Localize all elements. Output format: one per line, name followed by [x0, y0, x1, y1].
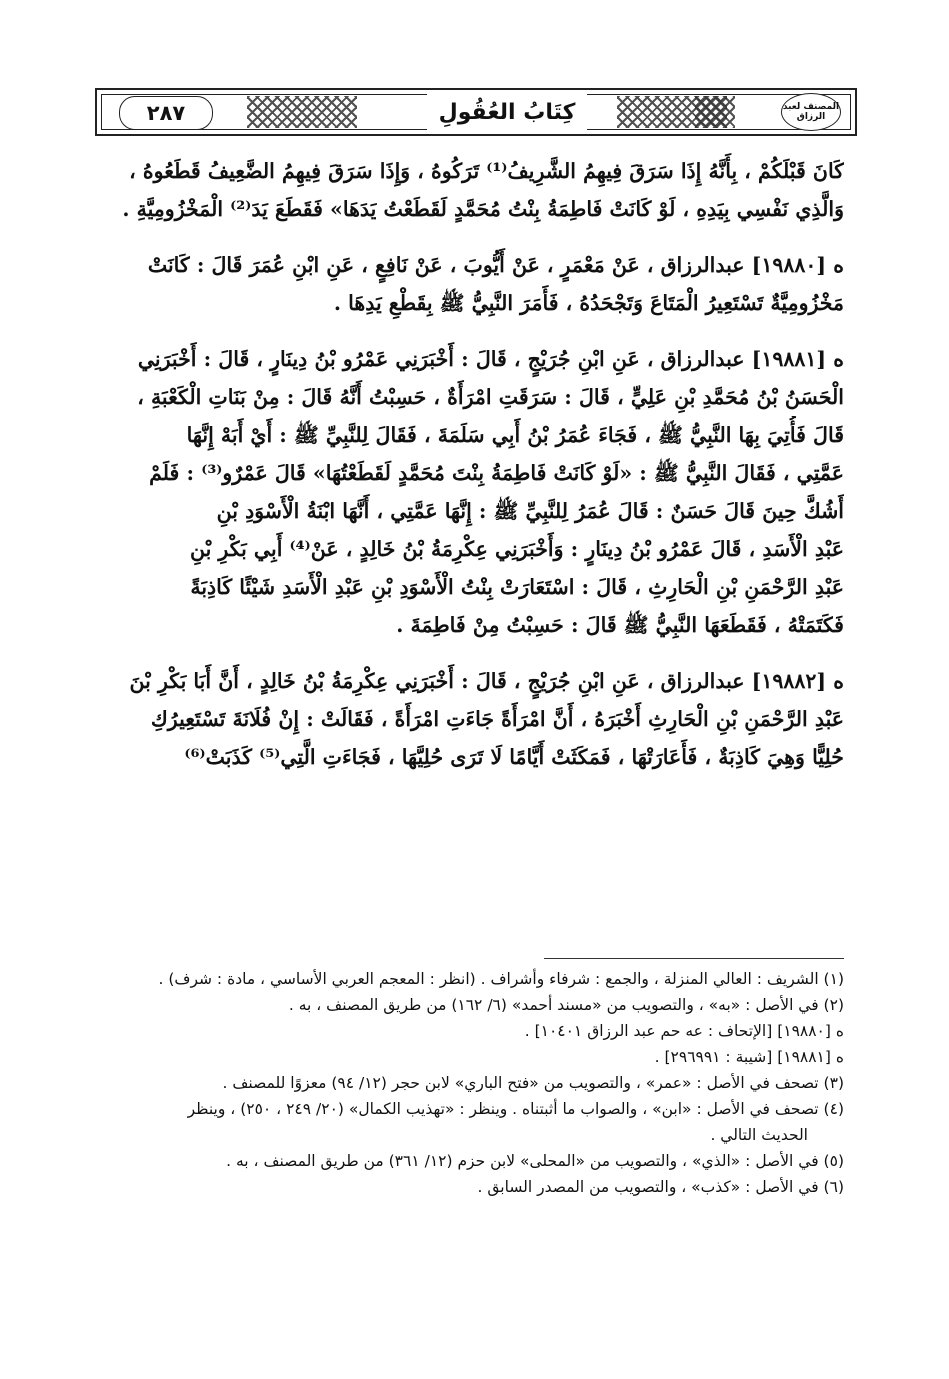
ornament-left-icon: [247, 96, 357, 128]
chapter-title: كِتَابُ العُقُولِ: [438, 99, 576, 125]
footnote: (٢) في الأصل : «به» ، والتصويب من «مسند أحمد» (٦/ ١٦٢) من طريق المصنف ، به .: [288, 996, 844, 1014]
footnote: (٦) في الأصل : «كذب» ، والتصويب من المصدر السابق .: [477, 1178, 844, 1196]
page-number-badge: [119, 96, 213, 130]
text-line: مَخْزُومِيَّةٌ تَسْتَعِيرُ الْمَتَاعَ وَتَجْحَدُهُ ، فَأَمَرَ النَّبِيُّ ﷺ بِقَطْعِ يَدِهَا .: [333, 291, 844, 315]
text-line: قَالَ فَأُتِيَ بِهَا النَّبِيُّ ﷺ ، فَجَاءَ عُمَرُ بْنُ أَبِي سَلَمَةَ ، فَقَالَ لِلنَّبِيِّ ﷺ : أَيْ أَبَهْ إِنَّهَا: [186, 423, 844, 447]
text-line: الْحَسَنُ بْنُ مُحَمَّدِ بْنِ عَلِيٍّ ، قَالَ : سَرَقَتِ امْرَأَةٌ ، حَسِبْتُ أَنَّهُ قَالَ : مِنْ بَنَاتِ الْكَعْبَةِ ،: [137, 385, 844, 409]
hadith-19881-line: ه [١٩٨٨١] عبدالرزاق ، عَنِ ابْنِ جُرَيْجٍ ، قَالَ : أَخْبَرَنِي عَمْرُو بْنُ دِينَارٍ ، قَالَ : أَخْبَرَنِي: [137, 347, 844, 371]
footnote: ه [١٩٨٨١] [شيبة : ٢٩٦٩٩١] .: [654, 1048, 844, 1066]
text-line: حُلِيًّا وَهِيَ كَاذِبَةٌ ، فَأَعَارَتْهَا ، فَمَكَثَتْ أَيَّامًا لَا تَرَى حُلِيَّهَا ، فَجَاءَتِ الَّتِي⁽⁵⁾ كَذَبَتْ⁽⁶⁾: [184, 745, 844, 769]
text-line: كَانَ قَبْلَكُمْ ، بِأَنَّهُ إِذَا سَرَقَ فِيهِمُ الشَّرِيفُ⁽¹⁾ تَرَكُوهُ ، وَإِذَا سَرَقَ فِيهِمُ الضَّعِيفُ قَطَعُوهُ ،: [129, 159, 844, 183]
footnote: (٤) تصحف في الأصل : «ابن» ، والصواب ما أثبتناه . وينظر : «تهذيب الكمال» (٢٠/ ٢٤٩ ، ٢٥٠) ، وينظر: [187, 1100, 844, 1118]
text-line: فَكَتَمَتْهُ ، فَقَطَعَهَا النَّبِيُّ ﷺ قَالَ : حَسِبْتُ مِنْ فَاطِمَةَ .: [396, 613, 844, 637]
footnote: (٥) في الأصل : «الذي» ، والتصويب من «المحلى» لابن حزم (١٢/ ٣٦١) من طريق المصنف ، به .: [226, 1152, 844, 1170]
text-line: عَبْدِ الرَّحْمَنِ بْنِ الْحَارِثِ أَخْبَرَهُ ، أَنَّ امْرَأَةً جَاءَتِ امْرَأَةً ، فَقَالَتْ : إِنْ فُلَانَةَ تَسْتَعِيرُكِ: [150, 707, 844, 731]
chapter-title-box: [427, 94, 587, 130]
main-text: [110, 152, 844, 776]
text-line: عَبْدِ الْأَسَدِ ، قَالَ عَمْرُو بْنُ دِينَارٍ : وَأَخْبَرَنِي عِكْرِمَةُ بْنُ خَالِدٍ ، عَنْ⁽⁴⁾ أَبِي بَكْرِ بْنِ: [189, 537, 844, 561]
hadith-19882-line: ه [١٩٨٨٢] عبدالرزاق ، عَنِ ابْنِ جُرَيْجٍ ، قَالَ : أَخْبَرَنِي عِكْرِمَةُ بْنُ خَالِدٍ ، أَنَّ أَبَا بَكْرِ بْنَ: [129, 669, 844, 693]
footnote: ه [١٩٨٨٠] [الإتحاف : عه حم عبد الرزاق ١٠٤٠١] .: [524, 1022, 844, 1040]
hadith-19880-line: ه [١٩٨٨٠] عبدالرزاق ، عَنْ مَعْمَرٍ ، عَنْ أَيُّوبَ ، عَنْ نَافِعٍ ، عَنِ ابْنِ عُمَرَ قَالَ : كَانَتْ: [147, 253, 844, 277]
footnote-separator: [544, 958, 844, 959]
text-line: أَشُكَّ حِينَ قَالَ حَسَنٌ : قَالَ عُمَرُ لِلنَّبِيِّ ﷺ : إِنَّهَا عَمَّتِي ، أَنَّهَا ابْنَةُ الْأَسْوَدِ بْنِ: [216, 499, 844, 523]
text-line: عَمَّتِي ، فَقَالَ النَّبِيُّ ﷺ : «لَوْ كَانَتْ فَاطِمَةُ بِنْتَ مُحَمَّدٍ لَقَطَعْتُهَا» قَالَ عَمْرٌو⁽³⁾ : فَلَمْ: [149, 461, 844, 485]
page-header: [95, 88, 857, 136]
footnotes: [110, 966, 844, 1200]
page-number: ٢٨٧: [146, 101, 186, 125]
text-line: وَالَّذِي نَفْسِي بِيَدِهِ ، لَوْ كَانَتْ فَاطِمَةُ بِنْتُ مُحَمَّدٍ لَقَطَعْتُ يَدَهَا» فَقَطَعَ يَدَ⁽²⁾ الْمَخْزُومِيَّةِ .: [122, 197, 844, 221]
book-logo: [781, 93, 841, 131]
book-logo-text: المصنف لعبد الرزاق: [782, 102, 840, 122]
text-line: عَبْدِ الرَّحْمَنِ بْنِ الْحَارِثِ ، قَالَ : اسْتَعَارَتْ بِنْتُ الْأَسْوَدِ بْنِ عَبْدِ الْأَسَدِ شَيْئًا كَاذِبَةً: [190, 575, 844, 599]
footnote: (٣) تصحف في الأصل : «عمر» ، والتصويب من «فتح الباري» لابن حجر (١٢/ ٩٤) معزوًا للمصنف .: [222, 1074, 844, 1092]
footnote-continuation: الحديث التالي .: [710, 1126, 808, 1144]
ornament-right-icon: [695, 96, 735, 128]
footnote: (١) الشريف : العالي المنزلة ، والجمع : شرفاء وأشراف . (انظر : المعجم العربي الأساسي ، مادة : شرف) .: [158, 970, 844, 988]
